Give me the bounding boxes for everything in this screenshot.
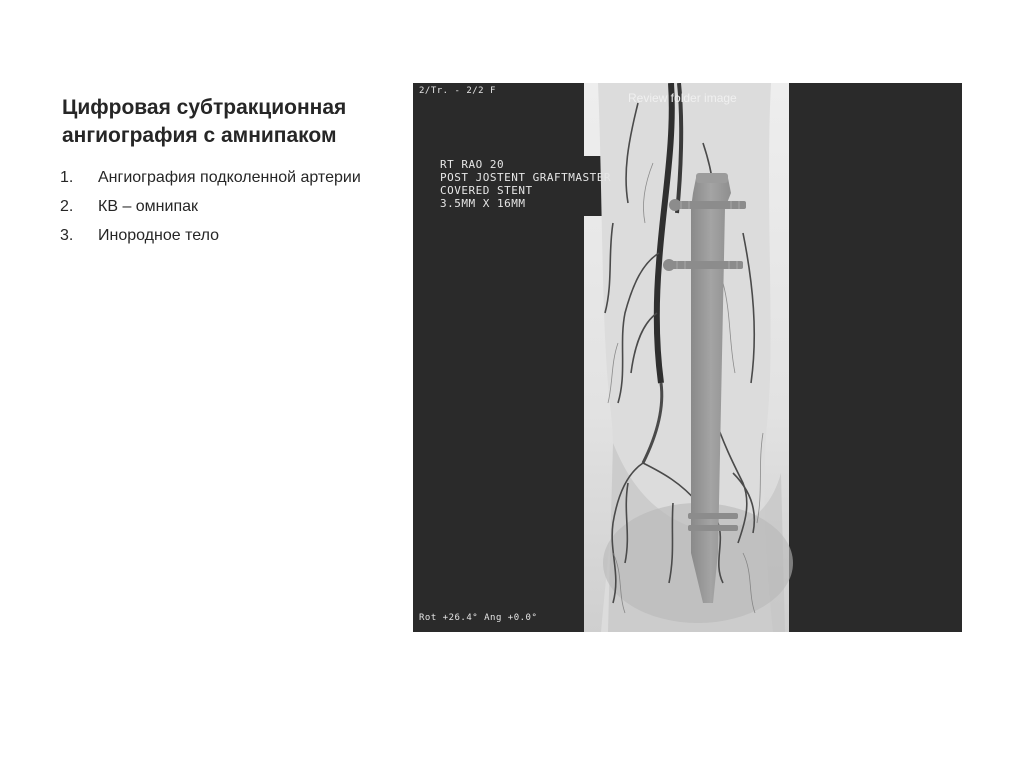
- image-top-left-label: 2/Tr. - 2/2 F: [419, 86, 496, 96]
- list-item-text: КВ – омнипак: [98, 198, 199, 215]
- angiography-image: [413, 83, 962, 632]
- list-item-text: Ангиография подколенной артерии: [98, 169, 361, 186]
- annotation-line: POST JOSTENT GRAFTMASTER: [440, 171, 611, 184]
- annotation-line: 3.5MM X 16MM: [440, 197, 526, 210]
- image-review-label: Review folder image: [628, 91, 737, 105]
- list-item-number: 2.: [60, 198, 74, 215]
- numbered-list: [60, 166, 390, 253]
- list-item-number: 3.: [60, 227, 74, 244]
- annotation-line: RT RAO 20: [440, 158, 505, 171]
- image-annotation: [440, 158, 611, 210]
- annotation-line: COVERED STENT: [440, 184, 533, 197]
- slide-title: Цифровая субтракционная ангиография с амнипаком: [62, 96, 347, 147]
- list-item: [60, 166, 390, 189]
- image-bottom-label: Rot +26.4° Ang +0.0°: [419, 613, 538, 623]
- list-item: [60, 195, 390, 218]
- list-item-text: Инородное тело: [98, 227, 220, 244]
- list-item-number: 1.: [60, 169, 74, 186]
- list-item: [60, 224, 390, 247]
